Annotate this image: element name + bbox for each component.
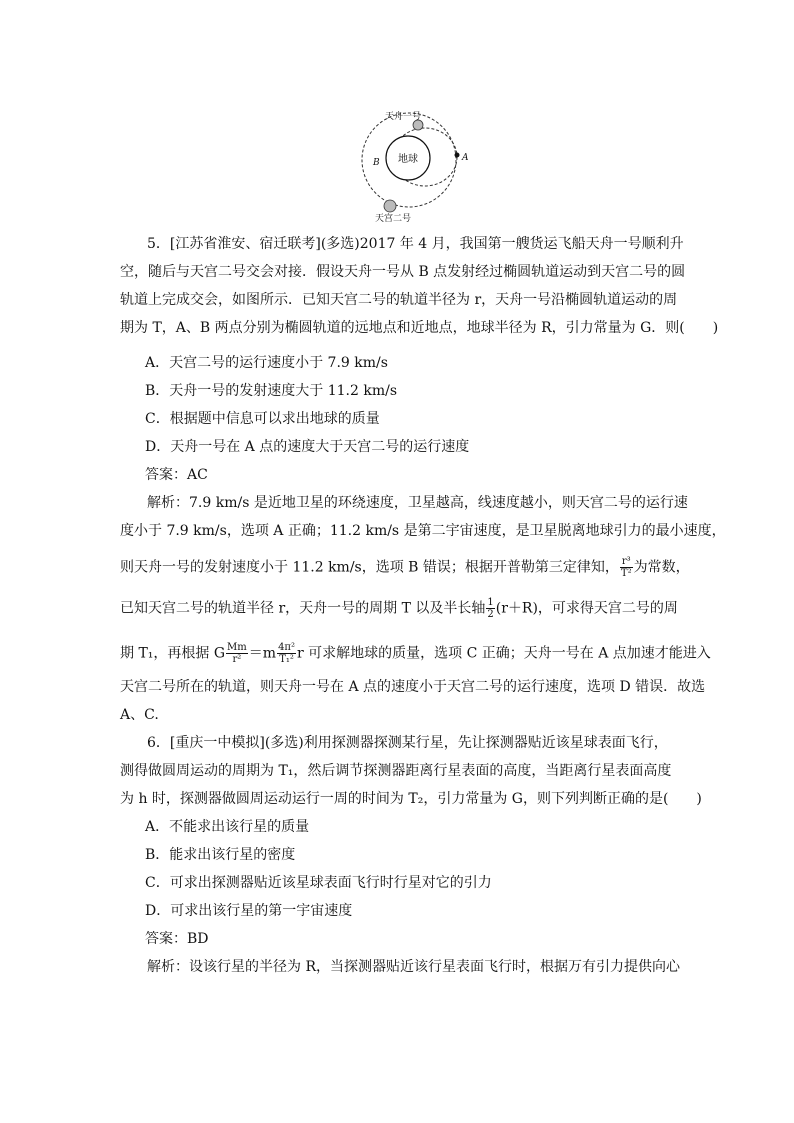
- q5-option-c: C．根据题中信息可以求出地球的质量: [145, 411, 380, 427]
- centripetal-fraction-denominator: T₁²: [279, 654, 294, 665]
- q6-option-c: C．可求出探测器贴近该星球表面飞行时行星对它的引力: [145, 875, 492, 891]
- q6-option-d: D．可求出该行星的第一宇宙速度: [145, 903, 353, 919]
- centripetal-fraction-numerator: 4π²: [278, 642, 296, 653]
- q5-explanation-line-4: [120, 597, 678, 620]
- half-fraction-numerator: 1: [487, 597, 494, 608]
- tianzhou-label: 天舟一号: [385, 112, 422, 122]
- gravity-fraction-numerator: Mm: [227, 642, 247, 653]
- point-a-dot: [455, 153, 460, 158]
- tiangong-station-icon: [384, 200, 396, 212]
- q6-stem-line-2: 测得做圆周运动的周期为 T₁，然后调节探测器距离行星表面的高度，当距离行星表面高度: [120, 763, 672, 779]
- q5-explanation-line-6: 天宫二号所在的轨道，则天舟一号在 A 点的速度小于天宫二号的运行速度，选项 D 错误．故选: [120, 679, 706, 695]
- q5-e5-text-a: 期 T₁，再根据 G: [120, 645, 226, 662]
- kepler-fraction-numerator: r³: [621, 556, 631, 567]
- q5-option-b: B．天舟一号的发射速度大于 11.2 km/s: [145, 383, 398, 399]
- q5-answer: 答案：AC: [145, 467, 208, 483]
- q5-explanation-line-3: [120, 556, 690, 579]
- centripetal-fraction: [277, 642, 296, 665]
- gravity-fraction-denominator: r²: [232, 654, 242, 665]
- q5-explanation-line-2: 度小于 7.9 km/s，选项 A 正确；11.2 km/s 是第二宇宙速度，是卫星脱离地球引力的最小速度，: [120, 523, 726, 539]
- q5-explanation-line-1: 解析：7.9 km/s 是近地卫星的环绕速度，卫星越高，线速度越小，则天宫二号的运行速: [147, 495, 688, 511]
- q5-stem-line-3: 轨道上完成交会，如图所示．已知天宫二号的轨道半径为 r，天舟一号沿椭圆轨道运动的周: [120, 292, 678, 308]
- kepler-fraction: [620, 556, 633, 579]
- q5-e4-text-b: (r＋R)，可求得天宫二号的周: [495, 600, 678, 617]
- q6-stem-line-3: 为 h 时，探测器做圆周运动运行一周的时间为 T₂，引力常量为 G，则下列判断正确的是( ): [120, 791, 702, 807]
- q5-stem-line-1: 5．[江苏省淮安、宿迁联考](多选)2017 年 4 月，我国第一艘货运飞船天舟一号顺利升: [147, 236, 684, 252]
- q5-stem-line-2: 空，随后与天宫二号交会对接．假设天舟一号从 B 点发射经过椭圆轨道运动到天宫二号的圆: [120, 264, 686, 280]
- q5-option-a: A．天宫二号的运行速度小于 7.9 km/s: [145, 355, 388, 371]
- q6-explanation-line-1: 解析：设该行星的半径为 R，当探测器贴近该行星表面飞行时，根据万有引力提供向心: [147, 959, 680, 975]
- half-fraction: [486, 597, 494, 620]
- tiangong-label: 天宫二号: [375, 214, 412, 224]
- gravity-fraction: [226, 642, 248, 665]
- q6-stem-line-1: 6．[重庆一中模拟](多选)利用探测器探测某行星，先让探测器贴近该星球表面飞行，: [147, 735, 668, 751]
- earth-label: 地球: [398, 154, 418, 165]
- q5-option-d: D．天舟一号在 A 点的速度大于天宫二号的运行速度: [145, 439, 470, 455]
- point-a-label: A: [462, 153, 469, 163]
- q5-e3-text-a: 则天舟一号的发射速度小于 11.2 km/s，选项 B 错误；根据开普勒第三定律知，: [120, 559, 619, 576]
- q6-answer: 答案：BD: [145, 931, 209, 947]
- point-b-label: B: [373, 158, 380, 168]
- q6-option-a: A．不能求出该行星的质量: [145, 819, 310, 835]
- q5-explanation-line-7: A、C.: [120, 707, 159, 723]
- q5-explanation-line-5: [120, 642, 711, 665]
- q5-e5-equals: ＝m: [248, 645, 277, 662]
- orbit-diagram: [352, 105, 472, 225]
- q5-e3-text-b: 为常数，: [633, 559, 690, 576]
- kepler-fraction-denominator: T²: [620, 568, 632, 579]
- half-fraction-denominator: 2: [487, 609, 494, 620]
- q5-e5-text-b: r 可求解地球的质量，选项 C 正确；天舟一号在 A 点加速才能进入: [297, 645, 711, 662]
- q5-stem-line-4: 期为 T，A、B 两点分别为椭圆轨道的远地点和近地点，地球半径为 R，引力常量为 G．则( ): [120, 320, 719, 336]
- q6-option-b: B．能求出该行星的密度: [145, 847, 296, 863]
- q5-e4-text-a: 已知天宫二号的轨道半径 r，天舟一号的周期 T 以及半长轴: [120, 600, 486, 617]
